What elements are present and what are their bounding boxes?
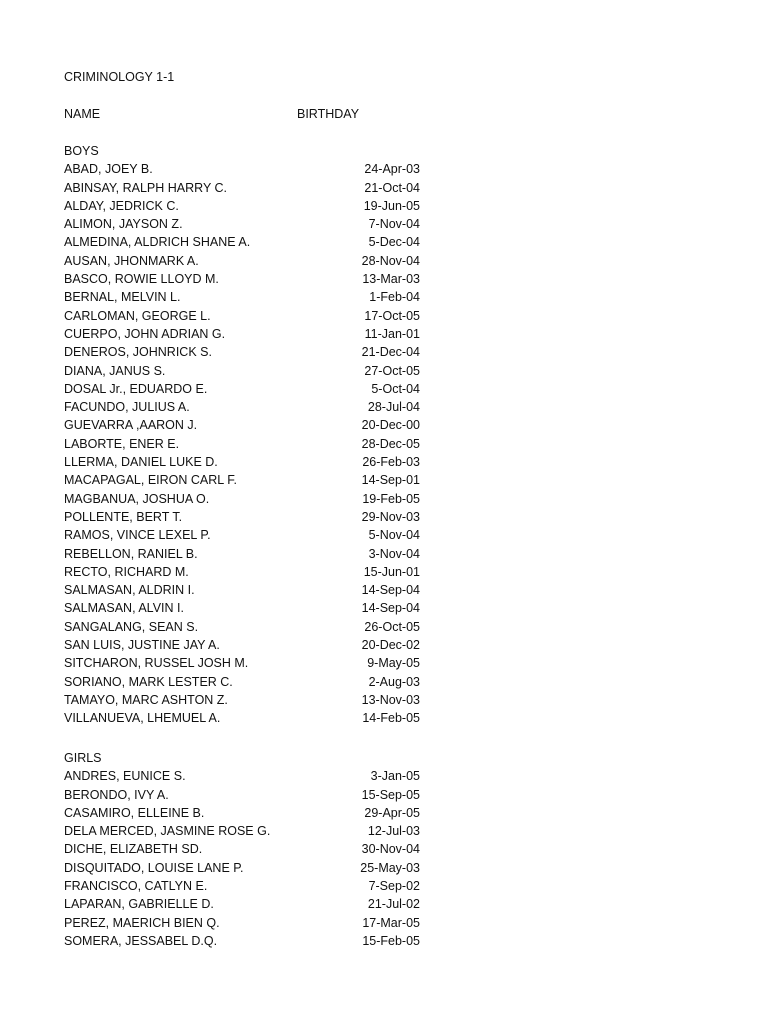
student-birthday: 17-Mar-05 xyxy=(362,915,420,930)
student-birthday: 14-Sep-01 xyxy=(361,473,420,488)
student-row xyxy=(64,840,464,858)
student-birthday: 5-Oct-04 xyxy=(371,381,420,396)
document-title: CRIMINOLOGY 1-1 xyxy=(64,70,175,84)
student-birthday: 28-Nov-04 xyxy=(361,253,420,268)
student-name: CASAMIRO, ELLEINE B. xyxy=(64,805,205,820)
boys-section-label: BOYS xyxy=(64,144,99,158)
student-row xyxy=(64,618,464,636)
student-birthday: 25-May-03 xyxy=(360,860,420,875)
student-birthday: 14-Sep-04 xyxy=(361,601,420,616)
student-name: DOSAL Jr., EDUARDO E. xyxy=(64,381,208,396)
student-row xyxy=(64,691,464,709)
student-birthday: 29-Apr-05 xyxy=(364,805,420,820)
student-birthday: 15-Feb-05 xyxy=(362,933,420,948)
student-name: FACUNDO, JULIUS A. xyxy=(64,400,190,415)
student-row xyxy=(64,673,464,691)
student-name: RECTO, RICHARD M. xyxy=(64,564,189,579)
student-name: SITCHARON, RUSSEL JOSH M. xyxy=(64,656,249,671)
student-row xyxy=(64,325,464,343)
student-name: GUEVARRA ,AARON J. xyxy=(64,418,198,433)
girls-section xyxy=(64,749,464,950)
student-birthday: 2-Aug-03 xyxy=(368,674,420,689)
student-name: DISQUITADO, LOUISE LANE P. xyxy=(64,860,244,875)
student-name: LLERMA, DANIEL LUKE D. xyxy=(64,455,218,470)
student-row xyxy=(64,804,464,822)
student-birthday: 19-Jun-05 xyxy=(363,198,420,213)
student-row xyxy=(64,435,464,453)
student-name: POLLENTE, BERT T. xyxy=(64,509,183,524)
student-birthday: 24-Apr-03 xyxy=(364,162,420,177)
student-name: FRANCISCO, CATLYN E. xyxy=(64,879,208,894)
birthday-column-header: BIRTHDAY xyxy=(297,107,360,121)
student-row xyxy=(64,545,464,563)
student-birthday: 26-Feb-03 xyxy=(362,455,420,470)
student-row xyxy=(64,654,464,672)
student-name: DIANA, JANUS S. xyxy=(64,363,166,378)
student-birthday: 12-Jul-03 xyxy=(367,824,420,839)
student-birthday: 27-Oct-05 xyxy=(364,363,420,378)
student-name: MAGBANUA, JOSHUA O. xyxy=(64,491,210,506)
student-name: ABINSAY, RALPH HARRY C. xyxy=(64,180,228,195)
student-row xyxy=(64,877,464,895)
student-row xyxy=(64,581,464,599)
student-birthday: 30-Nov-04 xyxy=(361,842,420,857)
student-birthday: 17-Oct-05 xyxy=(364,308,420,323)
student-row xyxy=(64,526,464,544)
student-birthday: 14-Sep-04 xyxy=(361,583,420,598)
student-name: SANGALANG, SEAN S. xyxy=(64,619,199,634)
student-row xyxy=(64,215,464,233)
student-name: DENEROS, JOHNRICK S. xyxy=(64,345,212,360)
student-birthday: 19-Feb-05 xyxy=(362,491,420,506)
student-row xyxy=(64,416,464,434)
student-row xyxy=(64,786,464,804)
student-name: BASCO, ROWIE LLOYD M. xyxy=(64,272,219,287)
student-birthday: 20-Dec-02 xyxy=(361,638,420,653)
student-birthday: 3-Nov-04 xyxy=(368,546,420,561)
student-name: MACAPAGAL, EIRON CARL F. xyxy=(64,473,237,488)
student-name: BERONDO, IVY A. xyxy=(64,787,169,802)
name-column-header: NAME xyxy=(64,107,101,121)
student-name: VILLANUEVA, LHEMUEL A. xyxy=(64,711,221,726)
student-name: CARLOMAN, GEORGE L. xyxy=(64,308,211,323)
student-row xyxy=(64,767,464,785)
student-birthday: 7-Nov-04 xyxy=(368,217,420,232)
student-row xyxy=(64,932,464,950)
student-birthday: 5-Nov-04 xyxy=(368,528,420,543)
boys-section xyxy=(64,142,464,728)
student-name: DICHE, ELIZABETH SD. xyxy=(64,842,203,857)
student-name: ANDRES, EUNICE S. xyxy=(64,769,186,784)
student-row xyxy=(64,343,464,361)
student-row xyxy=(64,471,464,489)
student-birthday: 13-Nov-03 xyxy=(361,692,420,707)
student-row xyxy=(64,362,464,380)
student-name: SORIANO, MARK LESTER C. xyxy=(64,674,233,689)
student-birthday: 26-Oct-05 xyxy=(364,619,420,634)
student-birthday: 11-Jan-01 xyxy=(364,326,420,341)
student-birthday: 28-Dec-05 xyxy=(361,436,420,451)
student-row xyxy=(64,859,464,877)
student-name: ALDAY, JEDRICK C. xyxy=(64,198,179,213)
student-birthday: 15-Sep-05 xyxy=(361,787,420,802)
boys-list xyxy=(64,160,464,727)
student-row xyxy=(64,895,464,913)
student-name: DELA MERCED, JASMINE ROSE G. xyxy=(64,824,271,839)
student-row xyxy=(64,160,464,178)
student-birthday: 3-Jan-05 xyxy=(370,769,420,784)
student-row xyxy=(64,380,464,398)
student-birthday: 1-Feb-04 xyxy=(369,290,420,305)
student-row xyxy=(64,307,464,325)
student-row xyxy=(64,288,464,306)
student-name: LABORTE, ENER E. xyxy=(64,436,180,451)
student-name: SALMASAN, ALVIN I. xyxy=(64,601,184,616)
student-row xyxy=(64,822,464,840)
student-row xyxy=(64,252,464,270)
student-name: TAMAYO, MARC ASHTON Z. xyxy=(64,692,228,707)
student-row xyxy=(64,599,464,617)
student-birthday: 21-Jul-02 xyxy=(367,897,420,912)
student-birthday: 21-Dec-04 xyxy=(361,345,420,360)
student-birthday: 9-May-05 xyxy=(367,656,420,671)
student-row xyxy=(64,508,464,526)
student-birthday: 29-Nov-03 xyxy=(361,509,420,524)
student-row xyxy=(64,270,464,288)
student-row xyxy=(64,636,464,654)
student-name: REBELLON, RANIEL B. xyxy=(64,546,198,561)
student-birthday: 5-Dec-04 xyxy=(368,235,420,250)
student-row xyxy=(64,197,464,215)
student-row xyxy=(64,398,464,416)
student-birthday: 14-Feb-05 xyxy=(362,711,420,726)
student-row xyxy=(64,490,464,508)
student-birthday: 20-Dec-00 xyxy=(361,418,420,433)
student-row xyxy=(64,709,464,727)
student-name: ALIMON, JAYSON Z. xyxy=(64,217,183,232)
student-name: ALMEDINA, ALDRICH SHANE A. xyxy=(64,235,251,250)
student-name: SALMASAN, ALDRIN I. xyxy=(64,583,195,598)
student-row xyxy=(64,914,464,932)
student-birthday: 21-Oct-04 xyxy=(364,180,420,195)
student-name: SAN LUIS, JUSTINE JAY A. xyxy=(64,638,220,653)
student-name: PEREZ, MAERICH BIEN Q. xyxy=(64,915,220,930)
student-row xyxy=(64,453,464,471)
student-birthday: 7-Sep-02 xyxy=(368,879,420,894)
student-birthday: 15-Jun-01 xyxy=(363,564,420,579)
student-row xyxy=(64,233,464,251)
student-name: BERNAL, MELVIN L. xyxy=(64,290,181,305)
student-name: ABAD, JOEY B. xyxy=(64,162,153,177)
girls-section-label: GIRLS xyxy=(64,751,102,765)
girls-list xyxy=(64,767,464,950)
student-name: AUSAN, JHONMARK A. xyxy=(64,253,199,268)
student-row xyxy=(64,179,464,197)
student-name: CUERPO, JOHN ADRIAN G. xyxy=(64,326,226,341)
student-name: LAPARAN, GABRIELLE D. xyxy=(64,897,214,912)
student-birthday: 13-Mar-03 xyxy=(362,272,420,287)
student-birthday: 28-Jul-04 xyxy=(367,400,420,415)
student-name: RAMOS, VINCE LEXEL P. xyxy=(64,528,211,543)
student-row xyxy=(64,563,464,581)
student-name: SOMERA, JESSABEL D.Q. xyxy=(64,933,218,948)
